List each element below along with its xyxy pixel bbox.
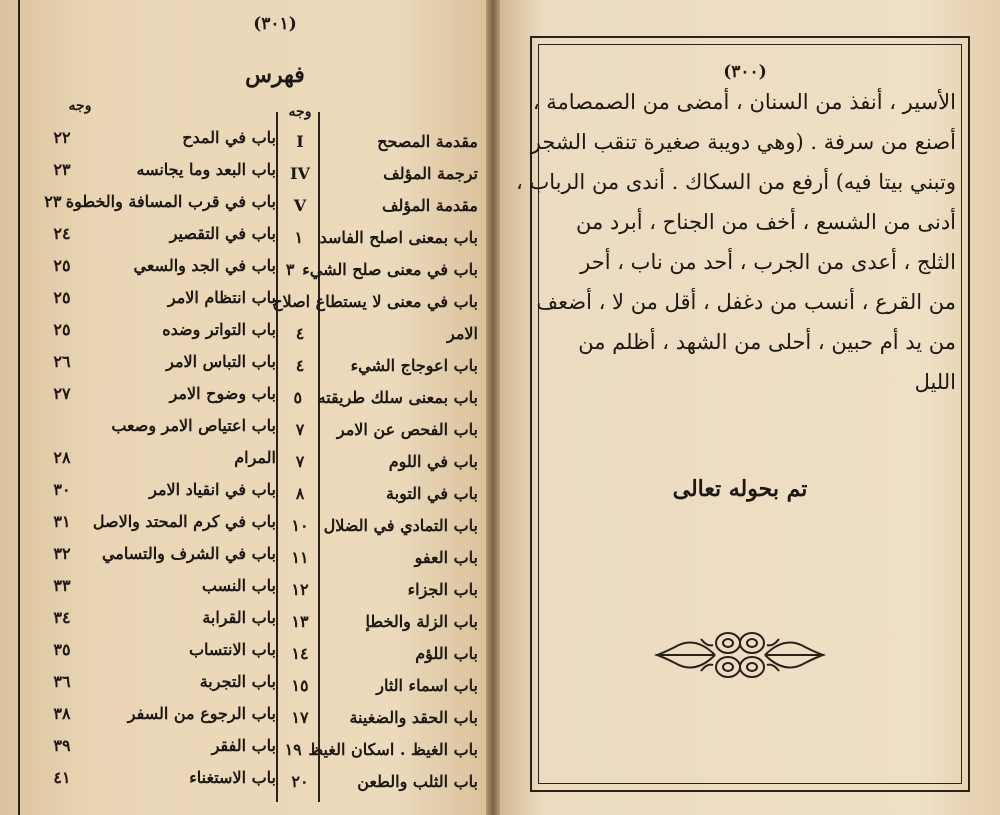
index-row — [278, 126, 478, 156]
index-entry-page: ١٥ — [291, 675, 309, 695]
index-entry-page: ٢٨ — [53, 447, 71, 467]
index-entry-title: باب بمعنى سلك طريقته — [317, 387, 478, 407]
index-entry-title: باب في اللوم — [388, 451, 478, 471]
index-entry-page: ٤ — [295, 323, 305, 343]
index-entry-page: I — [296, 131, 304, 151]
index-row — [278, 158, 478, 188]
index-entry-page: ٣٤ — [53, 607, 71, 627]
index-row — [278, 574, 478, 604]
index-entry-page: ١٣ — [291, 611, 309, 631]
index-entry-title: باب العفو — [414, 547, 478, 567]
index-row — [40, 186, 276, 216]
index-row — [278, 222, 478, 252]
index-entry-title: باب الفقر — [211, 735, 276, 755]
index-entry-title: باب الرجوع من السفر — [127, 703, 276, 723]
index-entry-title: باب الانتساب — [188, 639, 276, 659]
index-row — [40, 218, 276, 248]
index-entry-page: ٤١ — [53, 767, 71, 787]
index-row — [278, 350, 478, 380]
index-entry-page: ٢٠ — [291, 771, 309, 791]
index-row — [40, 698, 276, 728]
index-entry-title: باب اسماء الثار — [376, 675, 478, 695]
index-entry-page: ٧ — [295, 451, 305, 471]
index-entry-page: ٣٣ — [53, 575, 71, 595]
index-row — [278, 254, 478, 284]
index-entry-page: ٢٣ — [44, 191, 62, 211]
text-line: الأسير ، أنفذ من السنان ، أمضى من الصمصامة ، — [532, 90, 956, 114]
index-row — [40, 314, 276, 344]
index-entry-title: باب بمعنى اصلح الفاسد — [319, 227, 478, 247]
index-entry-title: باب في كرم المحتد والاصل — [92, 511, 276, 531]
index-entry-title: باب انتظام الامر — [167, 287, 276, 307]
index-entry-title: باب الجزاء — [407, 579, 478, 599]
left-page-number: (٣٠١) — [253, 14, 297, 34]
index-entry-title: باب الثلب والطعن — [357, 771, 478, 791]
index-entry-title: الامر — [447, 323, 478, 343]
index-entry-page: ٣٦ — [53, 671, 71, 691]
index-row — [278, 446, 478, 476]
index-entry-page: ٢٧ — [53, 383, 71, 403]
index-entry-page: ٤ — [295, 355, 305, 375]
index-row — [40, 346, 276, 376]
index-entry-page: ٢٥ — [53, 319, 71, 339]
text-line: أصنع من سرفة . (وهي دويبة صغيرة تنقب الشجر — [530, 130, 956, 154]
index-entry-title: باب البعد وما يجانسه — [136, 159, 276, 179]
index-row — [278, 734, 478, 764]
index-entry-page: V — [293, 195, 307, 215]
index-row — [40, 570, 276, 600]
index-entry-page: ٣٨ — [53, 703, 71, 723]
left-column-page-header: وجه — [68, 98, 92, 114]
index-left-column — [40, 122, 276, 802]
index-entry-title: باب في انقياد الامر — [149, 479, 276, 499]
ornament-icon — [655, 625, 825, 685]
index-entry-title: باب اعوجاج الشيء — [350, 355, 478, 375]
index-entry-page: ٣٢ — [53, 543, 71, 563]
index-entry-page: ٨ — [295, 483, 305, 503]
index-row — [278, 318, 478, 348]
index-row — [40, 538, 276, 568]
text-line: وتبني بيتا فيه) أرفع من السكاك . أندى من الرباب ، — [515, 170, 956, 194]
index-entry-page: ١٩ — [284, 739, 302, 759]
index-entry-title: باب في الجد والسعي — [133, 255, 276, 275]
index-row — [40, 378, 276, 408]
index-entry-title: باب في قرب المسافة والخطوة — [65, 191, 276, 211]
index-entry-title: باب في معنى لا يستطاع اصلاح — [272, 291, 478, 311]
index-entry-page: ٣ — [285, 259, 295, 279]
index-entry-title: باب القرابة — [202, 607, 276, 627]
index-row — [40, 410, 276, 440]
index-entry-title: مقدمة المصحح — [377, 131, 478, 151]
index-row — [278, 382, 478, 412]
index-entry-title: باب وضوح الامر — [169, 383, 276, 403]
index-entry-title: باب النسب — [201, 575, 276, 595]
index-row — [40, 250, 276, 280]
index-entry-page: ٢٢ — [53, 127, 71, 147]
text-line: من يد أم حبين ، أحلى من الشهد ، أظلم من — [578, 330, 956, 354]
index-row — [40, 282, 276, 312]
index-entry-title: باب في التوبة — [386, 483, 478, 503]
index-entry-page: ٧ — [295, 419, 305, 439]
index-entry-page: ٢٦ — [53, 351, 71, 371]
index-entry-title: باب في معنى صلح الشيء — [302, 259, 478, 279]
book-gutter — [486, 0, 500, 815]
text-line: من القرع ، أنسب من دغفل ، أقل من لا ، أضعف — [536, 290, 956, 314]
index-entry-title: باب في المدح — [182, 127, 276, 147]
index-entry-page: IV — [290, 163, 310, 183]
index-row — [40, 474, 276, 504]
index-entry-title: باب التواتر وضده — [162, 319, 276, 339]
index-row — [278, 766, 478, 796]
index-row — [40, 154, 276, 184]
index-row — [40, 442, 276, 472]
index-right-column — [272, 126, 478, 796]
index-entry-title: باب الحقد والضغينة — [349, 707, 478, 727]
index-entry-page: ١١ — [291, 547, 309, 567]
index-entry-title: مقدمة المؤلف — [381, 195, 478, 215]
text-line: الثلج ، أعدى من الجرب ، أحد من ناب ، أحر — [580, 250, 956, 274]
right-column-page-header: وجه — [288, 104, 312, 120]
index-entry-page: ١٢ — [291, 579, 309, 599]
index-entry-title: باب الغيظ . اسكان الغيظ — [308, 739, 478, 759]
index-row — [278, 478, 478, 508]
index-entry-title: باب اعتياص الامر وصعب — [111, 415, 276, 435]
index-row — [278, 702, 478, 732]
index-entry-title: باب الزلة والخطإ — [365, 611, 478, 631]
index-entry-title: باب في الشرف والتسامي — [101, 543, 276, 563]
index-entry-page: ١٠ — [291, 515, 309, 535]
index-entry-title: المرام — [234, 447, 276, 467]
index-entry-page: ٢٥ — [53, 255, 71, 275]
index-entry-page: ١٧ — [291, 707, 309, 727]
colophon: تم بحوله تعالى — [672, 476, 808, 502]
index-entry-page: ٢٤ — [53, 223, 71, 243]
index-entry-title: باب الاستغناء — [189, 767, 276, 787]
index-row — [40, 730, 276, 760]
index-row — [278, 510, 478, 540]
index-entry-title: باب الفحص عن الامر — [336, 419, 478, 439]
index-row — [278, 542, 478, 572]
index-entry-title: باب اللؤم — [415, 643, 478, 663]
left-border-rule — [18, 0, 20, 815]
index-row — [278, 638, 478, 668]
index-row — [278, 606, 478, 636]
index-entry-title: باب التجربة — [199, 671, 276, 691]
index-entry-page: ٢٥ — [53, 287, 71, 307]
index-row — [40, 634, 276, 664]
index-entry-page: ٥ — [293, 387, 303, 407]
index-entry-title: ترجمة المؤلف — [383, 163, 478, 183]
index-row — [40, 666, 276, 696]
index-title: فهرس — [245, 62, 305, 88]
index-entry-page: ٣٩ — [53, 735, 71, 755]
index-entry-title: باب في التقصير — [169, 223, 276, 243]
text-line: الليل — [914, 370, 956, 394]
index-entry-page: ٣٠ — [53, 479, 71, 499]
index-row — [40, 122, 276, 152]
index-row — [278, 190, 478, 220]
index-entry-page: ٣٥ — [53, 639, 71, 659]
index-entry-title: باب التباس الامر — [166, 351, 276, 371]
index-row — [40, 602, 276, 632]
index-row — [278, 670, 478, 700]
index-entry-page: ١ — [294, 227, 304, 247]
right-page-number: (٣٠٠) — [723, 62, 767, 82]
index-row — [40, 506, 276, 536]
index-entry-page: ١٤ — [291, 643, 309, 663]
index-entry-title: باب التمادي في الضلال — [323, 515, 478, 535]
text-line: أدنى من الشسع ، أخف من الجناح ، أبرد من — [576, 210, 956, 234]
index-row — [40, 762, 276, 792]
index-row — [278, 414, 478, 444]
index-entry-page: ٢٣ — [53, 159, 71, 179]
index-row — [272, 286, 478, 316]
index-entry-page: ٣١ — [53, 511, 71, 531]
